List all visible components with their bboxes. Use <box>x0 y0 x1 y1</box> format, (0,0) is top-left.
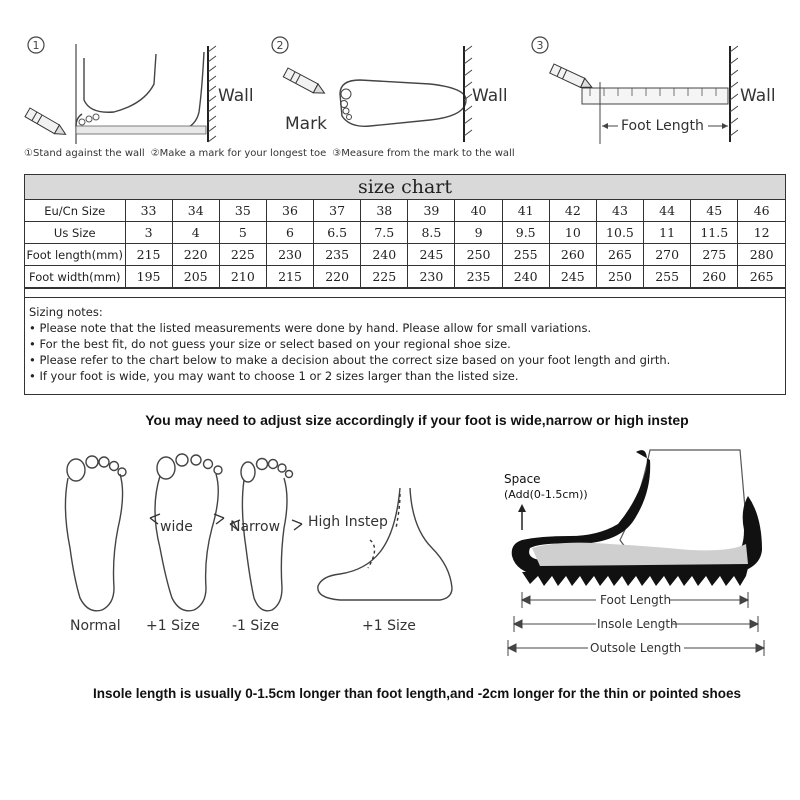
narrow-label: Narrow <box>230 519 281 535</box>
size-chart-title: size chart <box>25 175 785 200</box>
size-cell: 34 <box>172 200 219 222</box>
size-cell: 46 <box>738 200 785 222</box>
size-cell: 240 <box>361 244 408 266</box>
step3-caption: ③Measure from the mark to the wall <box>332 148 515 159</box>
size-cell: 6.5 <box>314 222 361 244</box>
size-cell: 245 <box>549 266 596 288</box>
high-instep-label: High Instep <box>308 514 388 530</box>
size-cell: 8.5 <box>408 222 455 244</box>
size-cell: 215 <box>266 266 313 288</box>
step3-foot-length-label: Foot Length <box>621 118 704 134</box>
narrow-size-label: -1 Size <box>232 618 280 634</box>
svg-text:1: 1 <box>32 39 40 52</box>
size-cell: 220 <box>172 244 219 266</box>
size-cell: 33 <box>125 200 172 222</box>
size-row <box>25 266 785 288</box>
step1-caption: ①Stand against the wall <box>24 148 145 159</box>
step2-mark-label: Mark <box>285 114 327 134</box>
svg-text:2: 2 <box>276 39 284 52</box>
shoe-foot-length-label: Foot Length <box>600 593 672 607</box>
size-cell: 9 <box>455 222 502 244</box>
size-cell: 225 <box>219 244 266 266</box>
size-cell: 280 <box>738 244 785 266</box>
size-cell: 12 <box>738 222 785 244</box>
size-cell: 11 <box>644 222 691 244</box>
size-cell: 45 <box>691 200 738 222</box>
size-cell: 220 <box>314 266 361 288</box>
size-cell: 265 <box>596 244 643 266</box>
size-cell: 215 <box>125 244 172 266</box>
high-instep-size-label: +1 Size <box>362 618 416 634</box>
shoe-outsole-length-label: Outsole Length <box>590 641 682 655</box>
pencil-icon <box>25 108 68 139</box>
space-label: Space <box>504 472 541 486</box>
size-row-label: Foot width(mm) <box>25 266 125 288</box>
normal-label: Normal <box>70 618 121 634</box>
normal-foot-icon <box>65 456 126 611</box>
size-cell: 255 <box>644 266 691 288</box>
size-row-label: Eu/Cn Size <box>25 200 125 222</box>
size-cell: 210 <box>219 266 266 288</box>
size-cell: 195 <box>125 266 172 288</box>
size-cell: 240 <box>502 266 549 288</box>
size-cell: 260 <box>549 244 596 266</box>
size-cell: 41 <box>502 200 549 222</box>
size-cell: 37 <box>314 200 361 222</box>
adjust-headline: You may need to adjust size accordingly if your foot is wide,narrow or high instep <box>145 412 689 428</box>
size-cell: 230 <box>266 244 313 266</box>
size-cell: 36 <box>266 200 313 222</box>
size-cell: 10 <box>549 222 596 244</box>
size-cell: 7.5 <box>361 222 408 244</box>
sizing-note: • For the best fit, do not guess your size or select based on your regional shoe size. <box>29 337 511 351</box>
step2-wall-label: Wall <box>472 86 508 106</box>
size-row-label: Us Size <box>25 222 125 244</box>
space-range-label: (Add(0-1.5cm)) <box>504 488 588 501</box>
sizing-note: • Please note that the listed measurements were done by hand. Please allow for small variations. <box>29 321 592 335</box>
size-cell: 205 <box>172 266 219 288</box>
size-cell: 3 <box>125 222 172 244</box>
size-cell: 43 <box>596 200 643 222</box>
sizing-note: • Please refer to the chart below to make a decision about the correct size based on your foot length and girth. <box>29 353 671 367</box>
size-cell: 11.5 <box>691 222 738 244</box>
table-gap <box>25 288 785 297</box>
insole-note: Insole length is usually 0-1.5cm longer than foot length,and -2cm longer for the thin or pointed shoes <box>92 686 742 701</box>
step1-wall-label: Wall <box>218 86 254 106</box>
size-row <box>25 244 785 266</box>
svg-text:3: 3 <box>536 39 544 52</box>
size-table <box>25 200 785 288</box>
size-cell: 260 <box>691 266 738 288</box>
size-cell: 4 <box>172 222 219 244</box>
step3-wall-label: Wall <box>740 86 776 106</box>
sizing-notes-title: Sizing notes: <box>29 305 103 319</box>
size-cell: 235 <box>314 244 361 266</box>
size-cell: 38 <box>361 200 408 222</box>
size-cell: 270 <box>644 244 691 266</box>
size-row <box>25 222 785 244</box>
size-cell: 5 <box>219 222 266 244</box>
sizing-notes <box>25 297 785 394</box>
size-cell: 255 <box>502 244 549 266</box>
size-cell: 275 <box>691 244 738 266</box>
size-cell: 230 <box>408 266 455 288</box>
size-cell: 235 <box>455 266 502 288</box>
step-instructions <box>24 148 521 159</box>
size-cell: 265 <box>738 266 785 288</box>
size-cell: 6 <box>266 222 313 244</box>
pencil-icon <box>283 68 327 97</box>
size-cell: 39 <box>408 200 455 222</box>
size-cell: 225 <box>361 266 408 288</box>
step2-caption: ②Make a mark for your longest toe <box>150 148 327 159</box>
size-cell: 9.5 <box>502 222 549 244</box>
size-cell: 10.5 <box>596 222 643 244</box>
wide-label: wide <box>160 519 193 535</box>
high-instep-foot-icon <box>318 488 452 600</box>
size-cell: 245 <box>408 244 455 266</box>
pencil-icon <box>550 64 594 92</box>
size-cell: 42 <box>549 200 596 222</box>
size-row-label: Foot length(mm) <box>25 244 125 266</box>
size-cell: 44 <box>644 200 691 222</box>
shoe-insole-length-label: Insole Length <box>597 617 678 631</box>
sizing-note: • If your foot is wide, you may want to choose 1 or 2 sizes larger than the listed size. <box>29 369 519 383</box>
size-row <box>25 200 785 222</box>
size-cell: 35 <box>219 200 266 222</box>
size-cell: 250 <box>596 266 643 288</box>
size-cell: 40 <box>455 200 502 222</box>
size-chart <box>24 174 786 395</box>
wide-size-label: +1 Size <box>146 618 200 634</box>
size-cell: 250 <box>455 244 502 266</box>
